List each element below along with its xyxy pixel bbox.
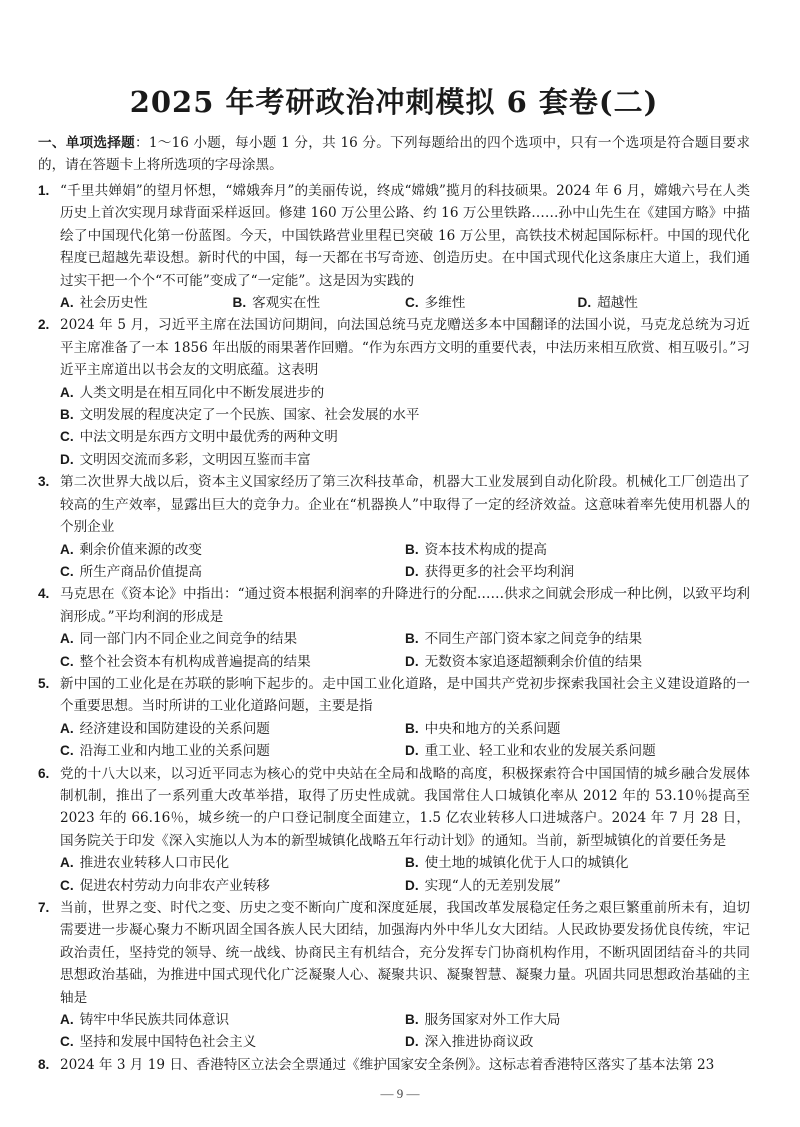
option-d [405,875,750,897]
option-text: 促进农村劳动力向非农产业转移 [79,877,270,894]
question-stem [38,1054,750,1076]
option-d [60,449,750,471]
question-stem [38,897,750,1009]
option-b [60,404,750,426]
question-item [38,673,750,763]
question-stem [38,763,750,853]
option-text: 获得更多的社会平均利润 [424,563,575,580]
section-instructions-text: ：1～16 小题，每小题 1 分，共 16 分。下列每题给出的四个选项中，只有一个选项是符合题目要求的，请在答题卡上将所选项的字母涂黑。 [38,135,750,173]
option-d [405,1031,750,1053]
question-stem [38,180,750,292]
question-number: 5. [38,675,50,691]
option-letter: A. [60,541,74,557]
question-item [38,180,750,314]
option-letter: A. [60,384,74,400]
option-letter: C. [60,429,74,445]
option-text: 坚持和发展中国特色社会主义 [79,1034,257,1051]
option-letter: C. [60,877,74,893]
option-letter: D. [577,295,592,311]
question-number: 1. [38,183,50,198]
option-a [60,628,405,650]
option-a [60,382,750,404]
question-text: 党的十八大以来，以习近平同志为核心的党中央站在全局和战略的高度，积极探索符合中国国情的城乡融合发展体制机制，推出了一系列重大改革举措，取得了历史性成就。我国常住人口城镇化率从 2012 年的 53.10％提高至 2023 年的 66.16％，城乡统一的户口登记制度全面建立，1.5 亿农业转移人口进城落户。2024 年 7 月 28 日，国务院关于印发《深入实施以人为本的新型城镇化战略五年行动计划》的通知。当前，新型城镇化的首要任务是 [60,765,750,849]
option-letter: C. [60,653,74,669]
option-b [405,539,750,561]
option-c [60,651,405,673]
question-item [38,583,750,673]
option-text: 文明发展的程度决定了一个民族、国家、社会发展的水平 [79,407,420,424]
options-group [38,718,750,763]
option-letter: A. [60,295,74,311]
question-text: 2024 年 3 月 19 日、香港特区立法会全票通过《维护国家安全条例》。这标志着香港特区落实了基本法第 23 [60,1056,715,1073]
option-text: 客观实在性 [252,295,321,312]
question-text: 2024 年 5 月，习近平主席在法国访问期间，向法国总统马克龙赠送多本中国翻译的法国小说，马克龙总统为习近平主席准备了一本 1856 年出版的雨果著作回赠。“作为东西方文明的重要代表，中法历来相互欣赏、相互吸引。”习近平主席道出以书会友的文明底蕴。这表明 [60,317,750,379]
question-text: 第二次世界大战以后，资本主义国家经历了第三次科技革命，机器大工业发展到自动化阶段。机械化工厂创造出了较高的生产效率，显露出巨大的竞争力。企业在“机器换人”中取得了一定的经济效益。这意味着率先使用机器人的个别企业 [60,474,750,536]
option-letter: D. [405,877,419,893]
options-group [38,852,750,897]
page-number: — 9 — [380,1086,420,1101]
option-d [578,292,751,314]
option-text: 资本技术构成的提高 [424,541,547,558]
option-text: 剩余价值来源的改变 [79,541,202,558]
option-letter: D. [405,743,419,759]
question-item [38,314,750,471]
option-text: 人类文明是在相互同化中不断发展进步的 [79,384,325,401]
option-a [60,1009,405,1031]
options-group [38,539,750,584]
options-group [38,292,750,314]
question-number: 2. [38,317,50,333]
section-instructions [38,132,750,176]
option-letter: C. [405,295,419,311]
option-text: 无数资本家追逐超额剩余价值的结果 [424,653,643,670]
option-a [60,292,233,314]
option-letter: A. [60,855,74,871]
question-item [38,897,750,1054]
option-text: 实现“人的无差别发展” [424,877,561,894]
question-stem [38,583,750,628]
option-b [405,628,750,650]
option-letter: D. [405,653,419,669]
option-text: 中央和地方的关系问题 [424,720,561,737]
option-text: 超越性 [597,295,638,312]
option-letter: B. [405,855,419,871]
option-text: 沿海工业和内地工业的关系问题 [79,743,270,760]
option-text: 使土地的城镇化优于人口的城镇化 [424,855,629,872]
option-d [405,740,750,762]
option-text: 整个社会资本有机构成普遍提高的结果 [79,653,311,670]
option-text: 文明因交流而多彩，文明因互鉴而丰富 [79,451,311,468]
question-item [38,763,750,897]
option-b [405,852,750,874]
option-letter: B. [232,295,247,311]
question-item [38,471,750,583]
option-b [405,1009,750,1031]
option-text: 铸牢中华民族共同体意识 [79,1012,230,1029]
option-a [60,852,405,874]
option-letter: B. [405,541,419,557]
question-number: 8. [38,1056,50,1072]
options-group [38,382,750,472]
option-letter: D. [405,563,419,579]
option-text: 重工业、轻工业和农业的发展关系问题 [424,743,656,760]
options-group [38,1009,750,1054]
option-text: 不同生产部门资本家之间竞争的结果 [424,631,643,648]
option-c [60,426,750,448]
option-text: 同一部门内不同企业之间竞争的结果 [79,631,298,648]
option-text: 服务国家对外工作大局 [424,1012,561,1029]
option-a [60,718,405,740]
question-number: 7. [38,900,50,915]
option-text: 推进农业转移人口市民化 [79,855,230,872]
option-letter: C. [60,1034,74,1050]
option-letter: A. [60,631,74,647]
question-text: 新中国的工业化是在苏联的影响下起步的。走中国工业化道路，是中国共产党初步探索我国社会主义建设道路的一个重要思想。当时所讲的工业化道路问题，主要是指 [60,675,750,715]
option-letter: D. [405,1034,419,1050]
option-text: 中法文明是东西方文明中最优秀的两种文明 [79,429,338,446]
option-d [405,651,750,673]
option-d [405,561,750,583]
question-number: 6. [38,765,50,781]
question-number: 3. [38,474,50,490]
question-text: 当前，世界之变、时代之变、历史之变不断向广度和深度延展，我国改革发展稳定任务之艰巨繁重前所未有，迫切需要进一步凝心聚力不断巩固全国各族人民大团结，加强海内外中华儿女大团结。人民政协要发扬优良传统，牢记政治责任，坚持党的领导、统一战线、协商民主有机结合，充分发挥专门协商机构作用，不断巩固团结奋斗的共同思想政治基础，为推进中国式现代化广泛凝聚人心、凝聚共识、凝聚智慧、凝聚力量。巩固共同思想政治基础的主轴是 [60,900,750,1006]
option-letter: A. [60,720,74,736]
question-stem [38,314,750,381]
section-label: 一、单项选择题 [38,135,135,151]
option-c [60,1031,405,1053]
option-letter: C. [60,743,74,759]
question-list [38,180,750,1076]
option-text: 深入推进协商议政 [424,1034,534,1051]
options-group [38,628,750,673]
option-letter: B. [405,720,419,736]
option-a [60,539,405,561]
option-letter: D. [60,451,74,467]
option-letter: C. [60,563,74,579]
option-letter: B. [405,631,419,647]
option-b [233,292,406,314]
option-c [405,292,578,314]
question-stem [38,471,750,538]
question-text: “千里共婵娟”的望月怀想，“嫦娥奔月”的美丽传说，终成“嫦娥”揽月的科技硕果。2024 年 6 月，嫦娥六号在人类历史上首次实现月球背面采样返回。修建 160 万公里公路、约 16 万公里铁路……孙中山先生在《建国方略》中描绘了中国现代化第一份蓝图。今天，中国铁路营业里程已突破 16 万公里，高铁技术树起国际标杆。中国的现代化程度已超越先辈设想。新时代的中国，每一天都在书写奇迹、创造历史。在中国式现代化这条康庄大道上，我们通过实干把一个个“不可能”变成了“一定能”。这是因为实践的 [60,183,750,289]
question-item [38,1054,750,1076]
option-letter: B. [60,407,74,423]
question-stem [38,673,750,718]
option-text: 社会历史性 [79,295,148,312]
option-b [405,718,750,740]
option-text: 所生产商品价值提高 [79,563,202,580]
option-c [60,875,405,897]
page-title: 2025 年考研政治冲刺模拟 6 套卷(二) [129,85,659,119]
question-number: 4. [38,586,50,602]
option-c [60,561,405,583]
option-letter: B. [405,1012,419,1028]
option-letter: A. [60,1012,74,1028]
question-text: 马克思在《资本论》中指出：“通过资本根据利润率的升降进行的分配……供求之间就会形成一种比例，以致平均利润形成。”平均利润的形成是 [60,586,750,625]
option-text: 经济建设和国防建设的关系问题 [79,720,270,737]
option-c [60,740,405,762]
option-text: 多维性 [424,295,466,312]
